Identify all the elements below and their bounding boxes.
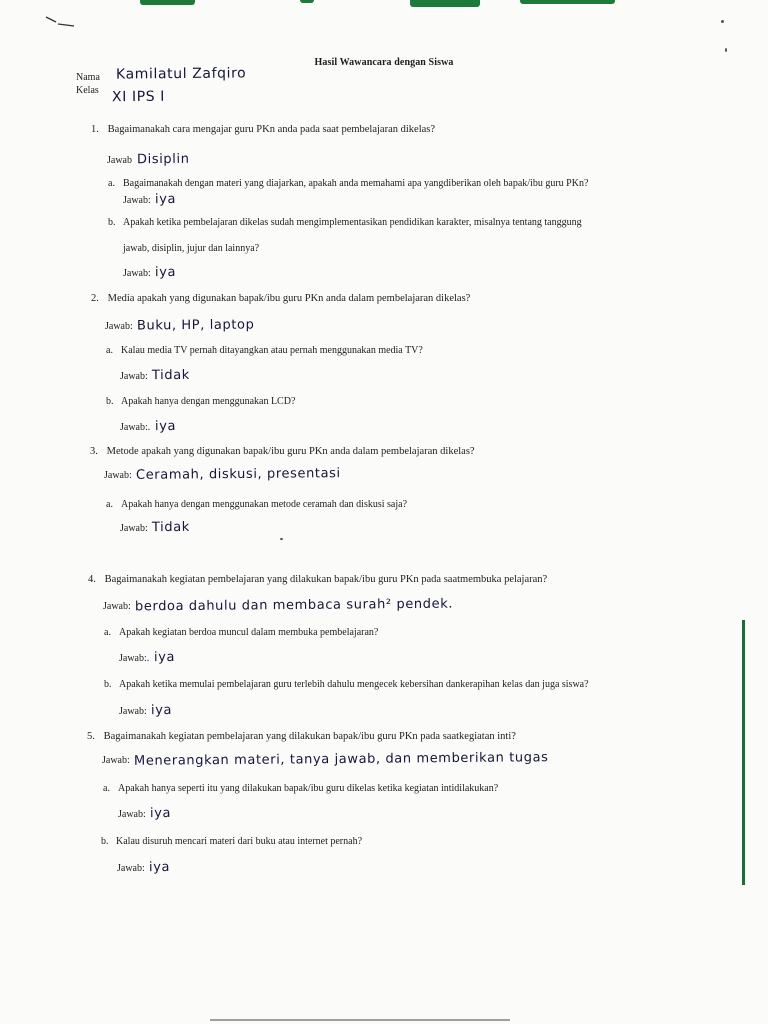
- question-text: Bagaimanakah cara mengajar guru PKn anda pada saat pembelajaran dikelas?: [107, 124, 436, 135]
- answer-2b: [120, 419, 176, 434]
- sub-text: Apakah hanya seperti itu yang dilakukan bapak/ibu guru dikelas ketika kegiatan intidilakukan?: [118, 783, 499, 794]
- question-number: 4.: [88, 574, 96, 585]
- handwritten-answer: Menerangkan materi, tanya jawab, dan memberikan tugas: [134, 750, 549, 769]
- jawab-label: Jawab:: [102, 755, 130, 766]
- sub-text: Apakah ketika pembelajaran dikelas sudah mengimplementasikan pendidikan karakter, misalnya tentang tanggung: [123, 217, 582, 228]
- question-text: Bagaimanakah kegiatan pembelajaran yang dilakukan bapak/ibu guru PKn pada saatkegiatan inti?: [103, 731, 516, 742]
- jawab-label: Jawab: [107, 155, 132, 166]
- scan-artifact-top: [300, 0, 314, 3]
- jawab-label: Jawab:: [117, 863, 145, 874]
- answer-4: [103, 598, 453, 613]
- sub-letter: a.: [108, 178, 115, 189]
- question-5a: [103, 782, 623, 795]
- scan-artifact-bottom-line: [210, 1019, 510, 1021]
- question-number: 3.: [90, 446, 98, 457]
- question-1: [91, 123, 435, 136]
- sub-letter: a.: [104, 627, 111, 638]
- scan-artifact-corner-mark: [44, 14, 76, 28]
- question-1a: [108, 177, 668, 190]
- scan-speck: [725, 48, 727, 52]
- sub-text: Kalau disuruh mencari materi dari buku atau internet pernah?: [116, 836, 363, 847]
- answer-1: [107, 152, 189, 167]
- question-2: [91, 292, 470, 305]
- question-4: [88, 573, 547, 586]
- question-5b: [101, 835, 362, 848]
- nama-label: Nama: [76, 72, 100, 83]
- sub-letter: b.: [108, 217, 116, 228]
- answer-5b: [117, 860, 170, 875]
- sub-text: Apakah ketika memulai pembelajaran guru terlebih dahulu mengecek kebersihan dankerapihan kelas dan juga siswa?: [119, 679, 589, 690]
- question-1b-line2: jawab, disiplin, jujur dan lainnya?: [123, 243, 260, 254]
- scan-artifact-top: [520, 0, 615, 4]
- question-text: Metode apakah yang digunakan bapak/ibu guru PKn anda dalam pembelajaran dikelas?: [106, 446, 475, 457]
- nama-handwritten-value: Kamilatul Zafqiro: [115, 65, 247, 83]
- jawab-label: Jawab:.: [119, 653, 150, 664]
- handwritten-answer: Tidak: [152, 367, 191, 384]
- question-3: [90, 445, 475, 458]
- jawab-label: Jawab:: [120, 523, 148, 534]
- jawab-label: Jawab:: [120, 371, 148, 382]
- handwritten-answer: Disiplin: [136, 151, 190, 168]
- question-text: Media apakah yang digunakan bapak/ibu guru PKn anda dalam pembelajaran dikelas?: [107, 293, 471, 304]
- handwritten-answer: iya: [151, 702, 173, 719]
- handwritten-answer: iya: [154, 418, 176, 435]
- scan-artifact-top: [410, 0, 480, 7]
- scan-speck: [280, 538, 283, 540]
- kelas-label: Kelas: [76, 85, 99, 96]
- answer-3: [104, 467, 341, 482]
- scan-artifact-right-edge: [742, 620, 745, 885]
- handwritten-answer: iya: [155, 191, 177, 208]
- sub-text: Apakah hanya dengan menggunakan LCD?: [121, 396, 296, 407]
- jawab-label: Jawab:: [105, 321, 133, 332]
- sub-text: Kalau media TV pernah ditayangkan atau pernah menggunakan media TV?: [121, 345, 423, 356]
- answer-1a: [123, 192, 176, 207]
- jawab-label: Jawab:: [104, 470, 132, 481]
- question-1b: [108, 216, 678, 229]
- question-text: Bagaimanakah kegiatan pembelajaran yang dilakukan bapak/ibu guru PKn pada saatmembuka pelajaran?: [104, 574, 548, 585]
- question-number: 2.: [91, 293, 99, 304]
- sub-letter: a.: [106, 345, 113, 356]
- sub-text: Bagaimanakah dengan materi yang diajarkan, apakah anda memahami apa yangdiberikan oleh bapak/ibu guru PKn?: [123, 178, 589, 189]
- answer-4b: [119, 703, 172, 718]
- answer-5: [102, 752, 549, 767]
- sub-letter: b.: [101, 836, 109, 847]
- question-4a: [104, 626, 378, 639]
- answer-4a: [119, 650, 175, 665]
- answer-2: [105, 318, 255, 333]
- question-3a: [106, 498, 407, 511]
- question-5: [87, 730, 516, 743]
- jawab-label: Jawab:.: [120, 422, 151, 433]
- sub-letter: b.: [106, 396, 114, 407]
- handwritten-answer: iya: [155, 264, 177, 281]
- sub-letter: b.: [104, 679, 112, 690]
- jawab-label: Jawab:: [103, 601, 131, 612]
- kelas-handwritten-value: XI IPS I: [111, 88, 166, 106]
- handwritten-answer: Tidak: [152, 519, 191, 536]
- handwritten-answer: berdoa dahulu dan membaca surah² pendek.: [135, 596, 454, 615]
- scan-artifact-top: [140, 0, 195, 5]
- handwritten-answer: iya: [153, 649, 175, 666]
- scan-speck: [721, 20, 724, 23]
- handwritten-answer: Ceramah, diskusi, presentasi: [136, 466, 342, 483]
- jawab-label: Jawab:: [123, 268, 151, 279]
- answer-1b: [123, 265, 176, 280]
- handwritten-answer: Buku, HP, laptop: [137, 317, 255, 334]
- jawab-label: Jawab:: [123, 195, 151, 206]
- sub-text: Apakah kegiatan berdoa muncul dalam membuka pembelajaran?: [119, 627, 379, 638]
- document-title: Hasil Wawancara dengan Siswa: [314, 57, 454, 68]
- answer-2a: [120, 368, 190, 383]
- question-number: 5.: [87, 731, 95, 742]
- handwritten-answer: iya: [149, 859, 171, 876]
- sub-letter: a.: [106, 499, 113, 510]
- sub-text: Apakah hanya dengan menggunakan metode ceramah dan diskusi saja?: [121, 499, 408, 510]
- jawab-label: Jawab:: [119, 706, 147, 717]
- question-2b: [106, 395, 295, 408]
- answer-3a: [120, 520, 190, 535]
- question-4b: [104, 678, 684, 691]
- jawab-label: Jawab:: [118, 809, 146, 820]
- question-number: 1.: [91, 124, 99, 135]
- handwritten-answer: iya: [150, 805, 172, 822]
- sub-letter: a.: [103, 783, 110, 794]
- answer-5a: [118, 806, 171, 821]
- question-2a: [106, 344, 423, 357]
